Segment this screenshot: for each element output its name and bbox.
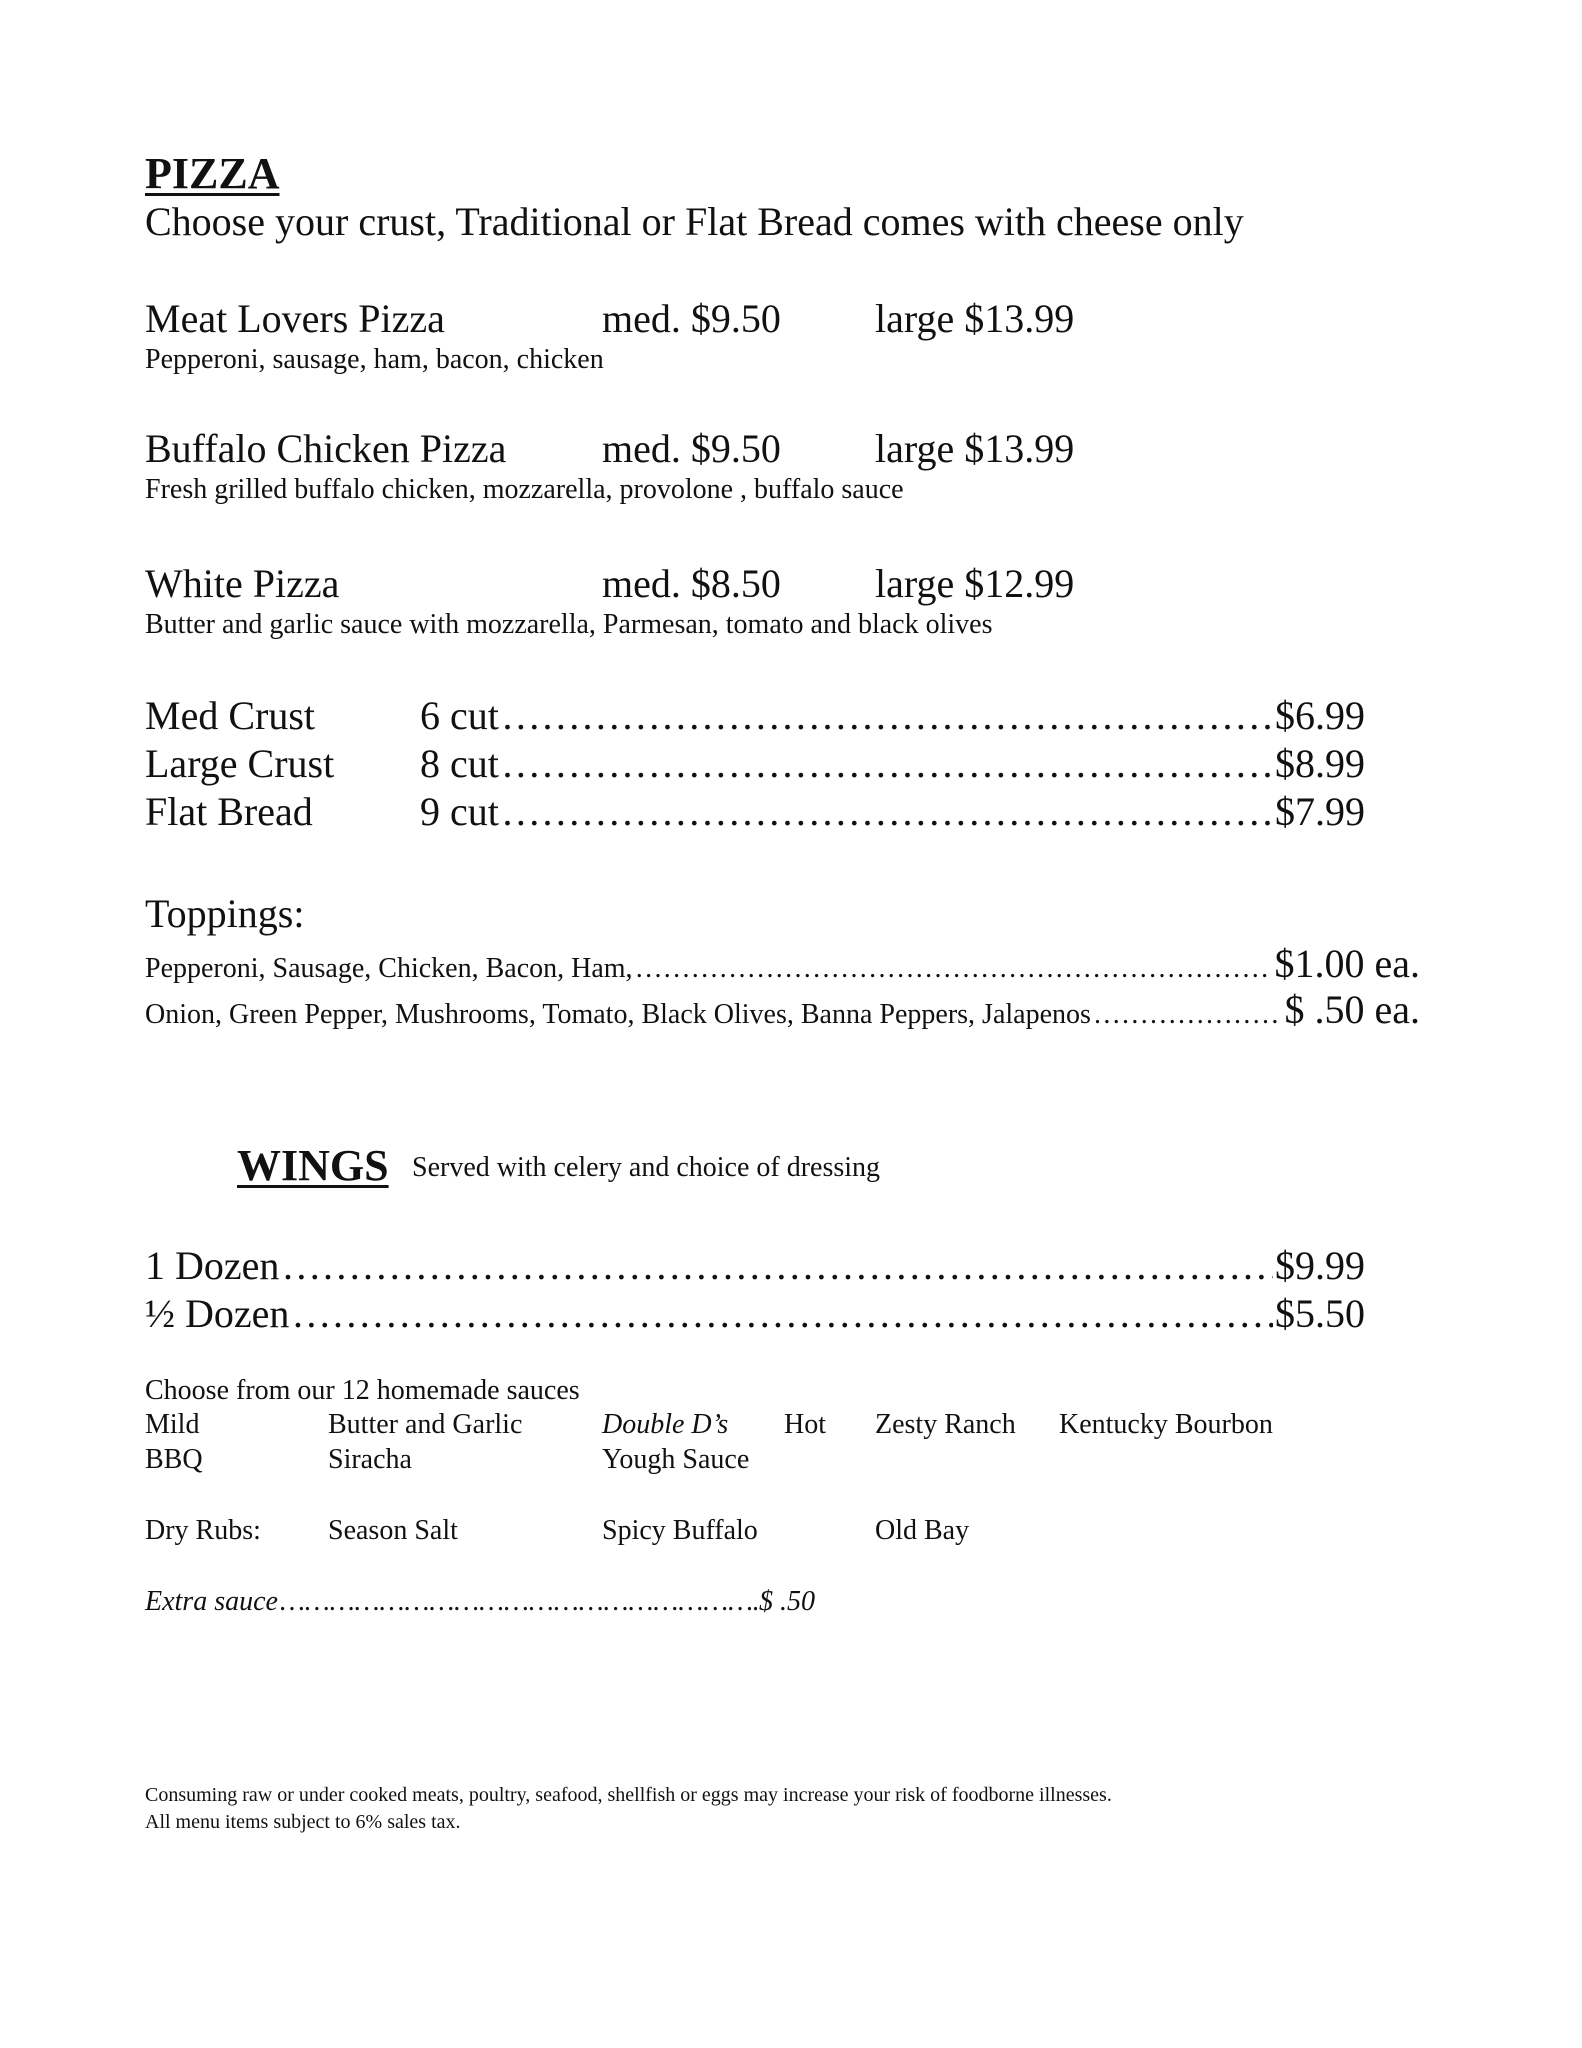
footer-warning: Consuming raw or under cooked meats, poultry, seafood, shellfish or eggs may increase your risk of foodborne illnesses. — [145, 1784, 1112, 1806]
specialty-name: White Pizza — [145, 561, 340, 606]
topping-price: $1.00 ea. — [1274, 941, 1420, 986]
dry-rub-item: Spicy Buffalo — [602, 1515, 758, 1546]
topping-list: Pepperoni, Sausage, Chicken, Bacon, Ham, — [145, 953, 633, 984]
specialty-large-price: large $12.99 — [875, 561, 1075, 606]
topping-row — [145, 940, 1420, 987]
specialty-med-price: med. $9.50 — [602, 426, 781, 471]
sauce-item: Yough Sauce — [602, 1444, 750, 1475]
dot-leader — [1093, 999, 1283, 1031]
dot-leader — [291, 1290, 1273, 1337]
crust-price: $6.99 — [1275, 693, 1365, 738]
dry-rub-item: Season Salt — [328, 1515, 458, 1546]
dry-rubs-label: Dry Rubs: — [145, 1515, 261, 1546]
crust-row — [145, 788, 1365, 835]
specialty-desc: Pepperoni, sausage, ham, bacon, chicken — [145, 344, 604, 375]
specialty-large-price: large $13.99 — [875, 426, 1075, 471]
specialty-name: Meat Lovers Pizza — [145, 296, 445, 341]
topping-row — [145, 986, 1420, 1033]
specialty-med-price: med. $9.50 — [602, 296, 781, 341]
specialty-desc: Butter and garlic sauce with mozzarella, Parmesan, tomato and black olives — [145, 609, 993, 640]
crust-name: Large Crust — [145, 741, 335, 786]
footer-tax-note: All menu items subject to 6% sales tax. — [145, 1811, 461, 1833]
pizza-title: PIZZA — [145, 149, 280, 198]
dot-leader — [501, 740, 1273, 787]
wings-title: WINGS — [237, 1141, 389, 1190]
specialty-large-price: large $13.99 — [875, 296, 1075, 341]
sauce-item: Mild — [145, 1409, 200, 1440]
wing-size-row — [145, 1290, 1365, 1337]
wing-size-name: 1 Dozen — [145, 1243, 280, 1288]
dot-leader — [501, 788, 1273, 835]
topping-list: Onion, Green Pepper, Mushrooms, Tomato, Black Olives, Banna Peppers, Jalapenos — [145, 999, 1091, 1030]
sauce-item: Siracha — [328, 1444, 412, 1475]
dot-leader — [635, 953, 1273, 985]
wing-size-price: $5.50 — [1275, 1291, 1365, 1336]
crust-cut: 8 cut — [420, 741, 499, 786]
sauce-item: Zesty Ranch — [875, 1409, 1016, 1440]
crust-cut: 6 cut — [420, 693, 499, 738]
specialty-name: Buffalo Chicken Pizza — [145, 426, 507, 471]
sauces-title: Choose from our 12 homemade sauces — [145, 1375, 580, 1406]
crust-cut: 9 cut — [420, 789, 499, 834]
wing-size-price: $9.99 — [1275, 1243, 1365, 1288]
dot-leader — [280, 1586, 757, 1618]
crust-price: $7.99 — [1275, 789, 1365, 834]
sauce-item: Butter and Garlic — [328, 1409, 523, 1440]
wing-size-name: ½ Dozen — [145, 1291, 290, 1336]
pizza-subtitle: Choose your crust, Traditional or Flat Bread comes with cheese only — [145, 199, 1244, 244]
crust-row — [145, 740, 1365, 787]
specialty-med-price: med. $8.50 — [602, 561, 781, 606]
dot-leader — [281, 1242, 1273, 1289]
topping-price: $ .50 ea. — [1284, 987, 1420, 1032]
sauce-item: BBQ — [145, 1444, 203, 1475]
specialty-desc: Fresh grilled buffalo chicken, mozzarella, provolone , buffalo sauce — [145, 474, 904, 505]
wings-subtitle: Served with celery and choice of dressing — [412, 1152, 881, 1183]
extra-sauce-label: Extra sauce — [145, 1586, 278, 1617]
sauce-item: Double D’s — [602, 1409, 729, 1440]
sauce-item: Kentucky Bourbon — [1059, 1409, 1273, 1440]
dry-rub-item: Old Bay — [875, 1515, 970, 1546]
extra-sauce-row — [145, 1586, 815, 1618]
crust-row — [145, 692, 1365, 739]
extra-sauce-price: $ .50 — [759, 1586, 815, 1617]
crust-name: Med Crust — [145, 693, 315, 738]
sauce-item: Hot — [784, 1409, 826, 1440]
toppings-title: Toppings: — [145, 891, 305, 936]
wing-size-row — [145, 1242, 1365, 1289]
dot-leader — [501, 692, 1273, 739]
crust-name: Flat Bread — [145, 789, 313, 834]
crust-price: $8.99 — [1275, 741, 1365, 786]
